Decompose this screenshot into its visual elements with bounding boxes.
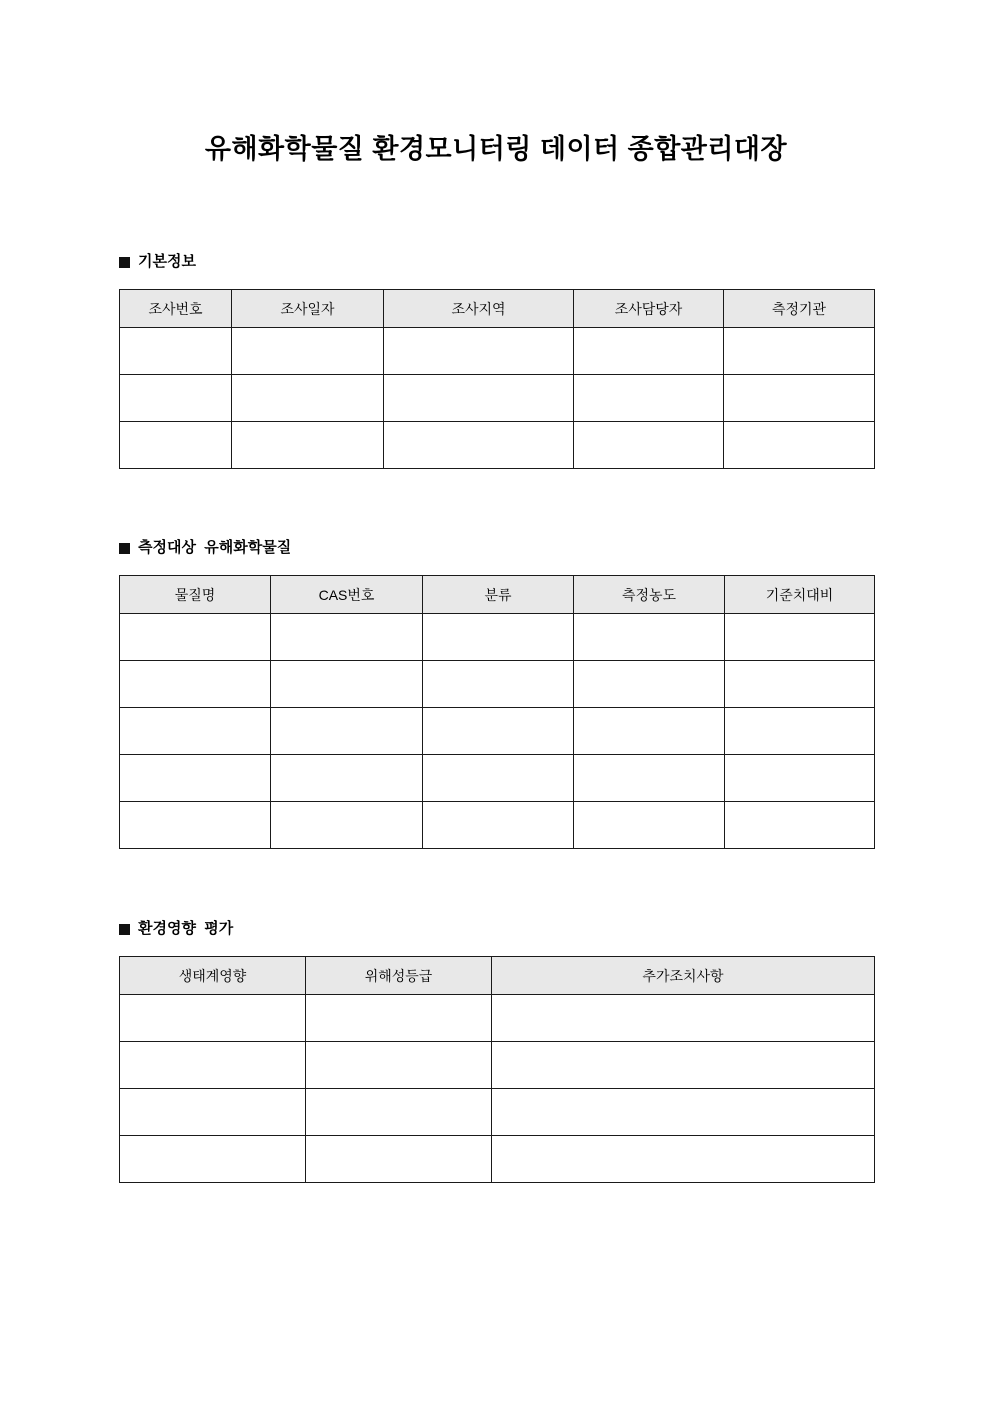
cell-ecosystem-impact[interactable] [120,1136,306,1183]
cell-risk-grade[interactable] [306,1136,492,1183]
column-header-survey-officer: 조사담당자 [574,290,724,328]
cell-cas-number[interactable] [271,755,423,802]
table-row [120,708,875,755]
cell-vs-standard[interactable] [725,755,875,802]
column-header-cas-number: CAS번호 [271,576,423,614]
cell-survey-date[interactable] [232,328,384,375]
cell-additional-action[interactable] [492,1136,875,1183]
cell-vs-standard[interactable] [725,661,875,708]
section-heading-label: 환경영향 평가 [138,920,234,937]
cell-measuring-agency[interactable] [724,422,875,469]
cell-measured-conc[interactable] [574,614,725,661]
section-heading-label: 기본정보 [138,253,196,270]
table-row [120,375,875,422]
column-header-classification: 분류 [423,576,574,614]
cell-cas-number[interactable] [271,661,423,708]
cell-substance-name[interactable] [120,708,271,755]
column-header-ecosystem-impact: 생태계영향 [120,957,306,995]
section-heading-basic-info [119,252,196,272]
cell-classification[interactable] [423,802,574,849]
table-row [120,328,875,375]
cell-ecosystem-impact[interactable] [120,995,306,1042]
cell-cas-number[interactable] [271,802,423,849]
cell-vs-standard[interactable] [725,708,875,755]
table-row [120,755,875,802]
cell-classification[interactable] [423,614,574,661]
table-row [120,802,875,849]
cell-additional-action[interactable] [492,1042,875,1089]
table-row [120,1089,875,1136]
square-bullet-icon [119,924,130,935]
cell-survey-officer[interactable] [574,328,724,375]
column-header-measuring-agency: 측정기관 [724,290,875,328]
table-environmental-impact [119,956,875,1183]
cell-survey-no[interactable] [120,375,232,422]
column-header-vs-standard: 기준치대비 [725,576,875,614]
section-heading-substances [119,538,291,558]
cell-risk-grade[interactable] [306,1089,492,1136]
page-title: 유해화학물질 환경모니터링 데이터 종합관리대장 [204,134,788,164]
table-target-substances [119,575,875,849]
cell-measured-conc[interactable] [574,802,725,849]
cell-additional-action[interactable] [492,995,875,1042]
cell-vs-standard[interactable] [725,614,875,661]
cell-survey-officer[interactable] [574,422,724,469]
cell-cas-number[interactable] [271,708,423,755]
cell-risk-grade[interactable] [306,995,492,1042]
cell-survey-officer[interactable] [574,375,724,422]
table-row [120,422,875,469]
section-heading-label: 측정대상 유해화학물질 [138,539,292,556]
table-row [120,1042,875,1089]
table-header-row [120,290,875,328]
column-header-measured-conc: 측정농도 [574,576,725,614]
cell-survey-date[interactable] [232,375,384,422]
cell-survey-no[interactable] [120,422,232,469]
cell-measuring-agency[interactable] [724,328,875,375]
cell-substance-name[interactable] [120,802,271,849]
cell-survey-area[interactable] [384,375,574,422]
cell-vs-standard[interactable] [725,802,875,849]
column-header-survey-no: 조사번호 [120,290,232,328]
cell-measured-conc[interactable] [574,755,725,802]
cell-substance-name[interactable] [120,755,271,802]
column-header-substance-name: 물질명 [120,576,271,614]
cell-ecosystem-impact[interactable] [120,1042,306,1089]
cell-classification[interactable] [423,755,574,802]
cell-risk-grade[interactable] [306,1042,492,1089]
table-basic-info [119,289,875,469]
cell-survey-area[interactable] [384,328,574,375]
cell-ecosystem-impact[interactable] [120,1089,306,1136]
cell-cas-number[interactable] [271,614,423,661]
cell-measured-conc[interactable] [574,661,725,708]
cell-classification[interactable] [423,708,574,755]
column-header-survey-date: 조사일자 [232,290,384,328]
cell-survey-date[interactable] [232,422,384,469]
cell-substance-name[interactable] [120,661,271,708]
table-row [120,614,875,661]
table-header-row [120,957,875,995]
table-row [120,1136,875,1183]
table-header-row [120,576,875,614]
cell-classification[interactable] [423,661,574,708]
cell-measuring-agency[interactable] [724,375,875,422]
column-header-additional-action: 추가조치사항 [492,957,875,995]
table-row [120,995,875,1042]
table-row [120,661,875,708]
section-heading-impact [119,919,233,939]
column-header-survey-area: 조사지역 [384,290,574,328]
cell-additional-action[interactable] [492,1089,875,1136]
cell-survey-no[interactable] [120,328,232,375]
square-bullet-icon [119,543,130,554]
square-bullet-icon [119,257,130,268]
cell-substance-name[interactable] [120,614,271,661]
column-header-risk-grade: 위해성등급 [306,957,492,995]
cell-measured-conc[interactable] [574,708,725,755]
cell-survey-area[interactable] [384,422,574,469]
